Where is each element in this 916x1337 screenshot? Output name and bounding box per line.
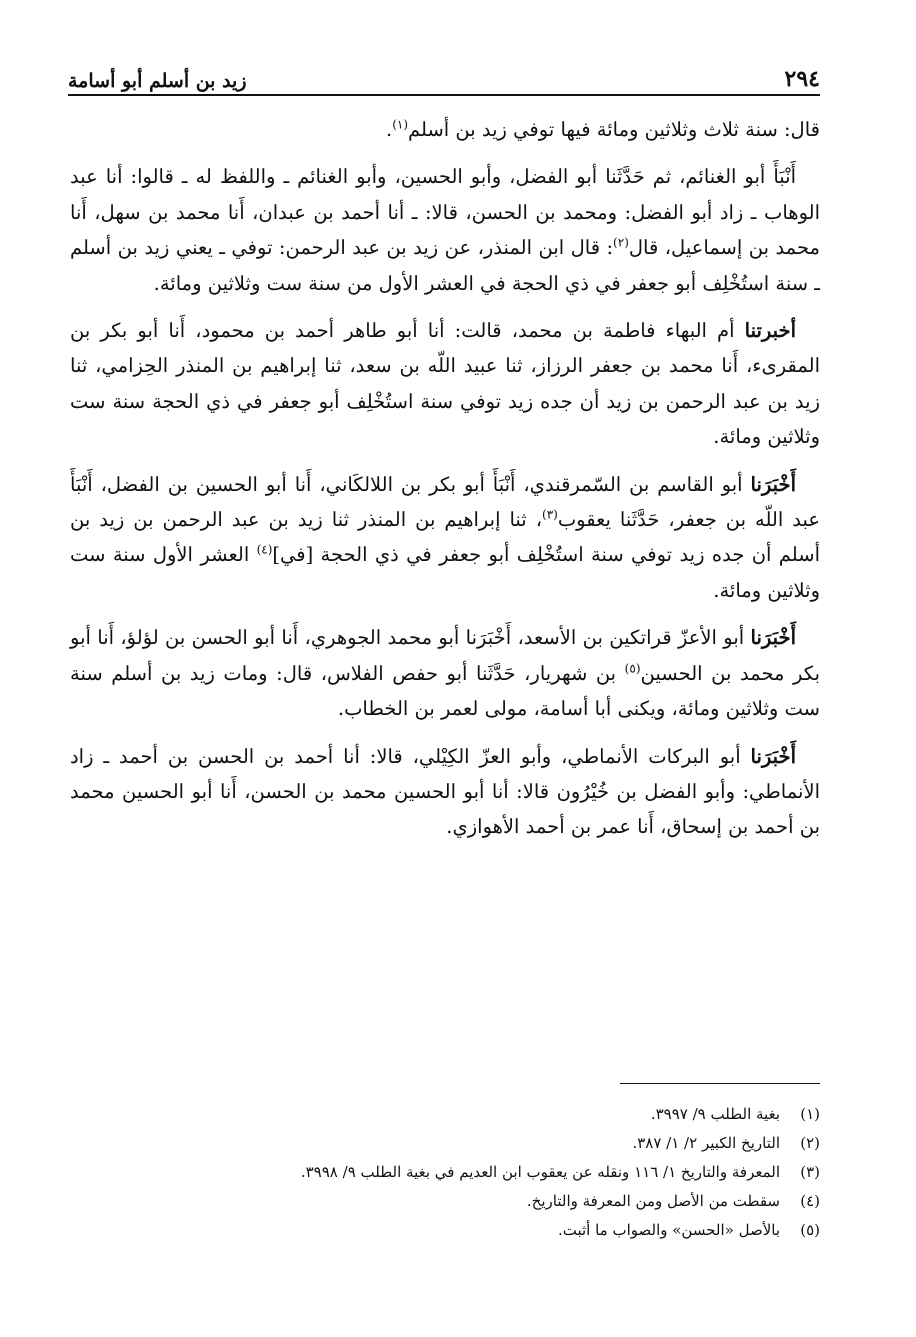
paragraph-5 (70, 620, 820, 726)
paragraph-text: العشر الأول سنة ست وثلاثين ومائة. (70, 543, 820, 602)
footnote-number: (٢) (800, 1134, 820, 1152)
footnote-number: (١) (800, 1105, 820, 1123)
paragraph-text: قال: سنة ثلاث وثلاثين ومائة فيها توفي زيد بن أسلم (408, 118, 820, 141)
paragraph-text: أبو الأعزّ قراتكين بن الأسعد، أَخْبَرَنا أبو محمد الجوهري، أَنا أبو الحسن بن لؤلؤ، أَنا أبو بكر محمد بن الحسين (70, 626, 820, 685)
paragraph-2 (70, 159, 820, 301)
footnote-ref-4: (٤) (256, 542, 273, 557)
footnote-number: (٥) (800, 1221, 820, 1239)
paragraph-1 (70, 112, 820, 147)
footnote-ref-5: (٥) (624, 661, 641, 676)
paragraph-lead: أَخْبَرَنا (750, 744, 796, 768)
paragraph-text: : قال ابن المنذر، عن زيد بن عبد الرحمن: توفي ـ يعني زيد بن أسلم ـ سنة استُخْلِف أبو جعفر في ذي الحجة في العشر الأول من سنة ست وثلاثين ومائة. (70, 236, 820, 295)
footnote-text: التاريخ الكبير ٢/ ١/ ٣٨٧. (632, 1134, 780, 1152)
footnote-divider (620, 1083, 820, 1084)
footnote-5 (70, 1216, 820, 1245)
footnote-ref-2: (٢) (613, 235, 629, 250)
page-number: ٢٩٤ (784, 66, 820, 92)
footnote-2 (70, 1129, 820, 1158)
footnote-text: بغية الطلب ٩/ ٣٩٩٧. (650, 1105, 780, 1123)
footnote-1 (70, 1100, 820, 1129)
header-rule (68, 94, 820, 96)
footnote-3 (70, 1158, 820, 1187)
footnote-4 (70, 1187, 820, 1216)
paragraph-lead: أخبرتنا (744, 319, 796, 343)
running-title: زيد بن أسلم أبو أسامة (68, 70, 247, 92)
paragraph-3 (70, 313, 820, 455)
footnote-number: (٤) (800, 1192, 820, 1210)
paragraph-text: بن شهريار، حَدَّثَنا أبو حفص الفلاس، قال: ومات زيد بن أسلم سنة ست وثلاثين ومائة، ويكنى أبا أسامة، مولى لعمر بن الخطاب. (70, 661, 820, 721)
footnote-text: سقطت من الأصل ومن المعرفة والتاريخ. (526, 1192, 780, 1210)
paragraph-text: . (386, 118, 393, 141)
paragraph-text: ، ثنا إبراهيم بن المنذر ثنا زيد بن عبد الرحمن بن زيد بن أسلم أن جده زيد توفي سنة استُخْلِف أبو جعفر في ذي الحجة [في] (70, 508, 820, 567)
paragraph-text: أبو القاسم بن السّمرقندي، أَنْبَأَ أبو بكر بن اللالكَاني، أَنا أبو الحسين بن الفضل، أَنْبَأَ عبد اللّه بن جعفر، حَدَّثَنا يعقوب (70, 472, 820, 532)
paragraph-text: أم البهاء فاطمة بن محمد، قالت: أنا أبو طاهر أحمد بن محمود، أَنا أبو بكر بن المقرىء، أَنا محمد بن جعفر الرزاز، ثنا عبيد اللّه بن سعد، ثنا إبراهيم بن المنذر الحِزامي، ثنا زيد بن عبد الرحمن بن زيد أن جده زيد توفي سنة استُخْلِف أبو جعفر في ذي الحجة سنة ست وثلاثين ومائة. (70, 319, 820, 449)
footnote-text: المعرفة والتاريخ ١/ ١١٦ ونقله عن يعقوب ابن العديم في بغية الطلب ٩/ ٣٩٩٨. (300, 1163, 780, 1181)
footnote-ref-3: (٣) (542, 507, 558, 522)
footnotes (70, 1100, 820, 1245)
paragraph-text: أبو البركات الأنماطي، وأبو العزّ الكِيْلي، قالا: أنا أحمد بن الحسن بن أحمد ـ زاد الأنماطي: وأبو الفضل بن خُيْرُون قالا: أنا أبو الحسين محمد بن الحسن، أَنا أبو الحسين محمد بن أحمد بن إسحاق، أَنا عمر بن أحمد الأهوازي. (70, 744, 820, 839)
page-header (68, 56, 820, 92)
paragraph-4 (70, 467, 820, 609)
paragraph-text: أَنْبَأَ أبو الغنائم، ثم حَدَّثَنا أبو الفضل، وأبو الحسين، وأبو الغنائم ـ واللفظ له ـ قالوا: أنا عبد الوهاب ـ زاد أبو الفضل: ومحمد بن الحسن، قالا: ـ أنا أحمد بن عبدان، أَنا محمد بن سهل، أَنا محمد بن إسماعيل، قال (70, 165, 820, 260)
footnote-ref-1: (١) (392, 117, 409, 132)
footnote-number: (٣) (800, 1163, 820, 1181)
main-text (70, 112, 820, 857)
paragraph-lead: أَخْبَرَنا (750, 472, 796, 496)
paragraph-lead: أَخْبَرَنا (750, 626, 796, 650)
footnote-text: بالأصل «الحسن» والصواب ما أثبت. (557, 1221, 780, 1239)
paragraph-6 (70, 739, 820, 845)
